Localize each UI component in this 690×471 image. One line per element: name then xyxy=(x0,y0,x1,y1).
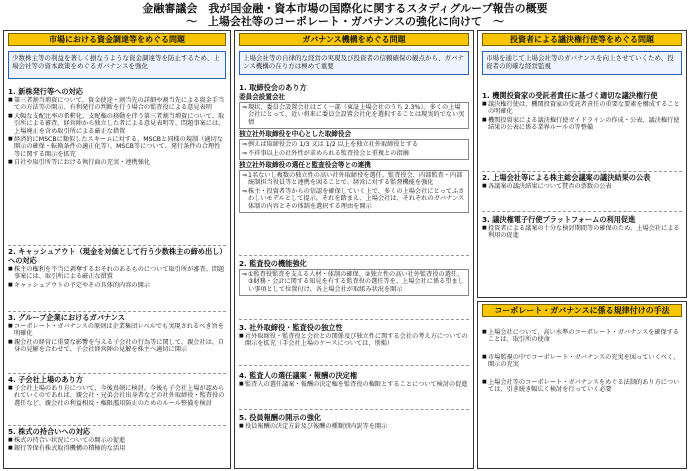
middle-intro: 上場会社等の自律的な経営の実現及び投資者の信頼確保の観点から、ガバナンス機構の在り方は極めて重要 xyxy=(239,51,469,75)
section-title: 3. 社外取締役・監査役の独立性 xyxy=(239,323,343,332)
left-column xyxy=(3,30,231,469)
note: ⇒ ①監査役監査を支える人材・体制の確保、②独立性の高い社外監査役の選任、③財務・会計に関する知見を有する監査役の選任等を、上場会社に係る望ましい事項として位置付け、各上場会社が取組み状況を開示 xyxy=(242,271,466,293)
section-title: 3. 議決権電子行使プラットフォームの利用促進 xyxy=(482,215,636,224)
bullet: ■ キャッシュアウトの予定やその具体的内容の開示 xyxy=(8,282,226,289)
bullet: ■ 第三者割当増資について、資金使途・割当先の詳細や割当先による資金手当ての方法等の開示、有利発行の判断を行う場合の監査役による意見表明 xyxy=(8,97,226,112)
page-subtitle: ～ 上場会社等のコーポレート・ガバナンスの強化に向けて ～ xyxy=(185,15,505,28)
section-title: 2. キャッシュアウト（現金を対価として行う少数株主の締め出し）への対応 xyxy=(8,247,223,265)
bullet: ■ 上場会社について、高い水準のコーポレート・ガバナンスを確保することは、取引所の使命 xyxy=(482,329,682,344)
middle-column-header: ガバナンス機構をめぐる問題 xyxy=(239,33,469,46)
divider xyxy=(239,365,469,366)
right-section-3 xyxy=(482,215,682,265)
note: ⇒ 1名ないし複数の独立性の高い社外取締役を選任。監査役会、内部監査・内部統制担当役員等と連携を図ることで、経営に対する監督機能を強化 xyxy=(242,172,466,187)
right-column xyxy=(477,30,687,298)
left-section-1 xyxy=(8,87,226,243)
middle-section-1 xyxy=(239,83,469,253)
middle-section-2 xyxy=(239,259,469,317)
bullet: ■ 自社や取引所等における執行面の充実・連携強化 xyxy=(8,159,226,166)
bullet: ■ 株式の持合い状況についての開示の促進 xyxy=(8,437,226,444)
left-section-2 xyxy=(8,247,226,309)
left-column-header: 市場における資金調達等をめぐる問題 xyxy=(8,33,226,46)
middle-section-3 xyxy=(239,323,469,361)
right-column-header: 投資者による議決権行使等をめぐる問題 xyxy=(482,33,682,46)
section-title: 1. 新株発行等への対応 xyxy=(8,87,83,96)
divider xyxy=(482,211,682,212)
right-section-1 xyxy=(482,91,682,169)
bullet: ■ 株主の権利を不当に剥奪するおそれのあるものについて取引所が審査。問題事案には、取引所による厳正な措置 xyxy=(8,266,226,281)
divider xyxy=(239,319,469,320)
section-title: 1. 機関投資家の受託者責任に基づく適切な議決権行使 xyxy=(482,91,658,100)
note: ⇒ 現状、委員会設置会社はごく一部（東証上場会社のうち 2.3%）。多くの上場会社にとって、近い将来に委員会設置会社化を選択することは現実的でない実情 xyxy=(242,104,466,126)
note: ⇒ 例えば取締役会の 1/3 又は 1/2 以上を独立社外取締役とする xyxy=(242,141,466,148)
divider xyxy=(8,373,226,374)
divider xyxy=(8,245,226,246)
bullet: ■ 監査人の選任議案・報酬の決定権を監査役の権限とすることについて検討の促進 xyxy=(239,381,469,388)
bullet: ■ 銀行等保有株式取得機構の積極的な活用 xyxy=(8,445,226,452)
left-section-3 xyxy=(8,313,226,371)
section-title: 2. 上場会社等による株主総会議案の議決結果の公表 xyxy=(482,173,651,182)
divider xyxy=(482,171,682,172)
section-title: 3. グループ企業におけるガバナンス xyxy=(8,313,125,322)
bullet: ■ 経済的にMSCBに類似したスキームに対する、MSCBと同様の規制（適切な開示の確保・転換条件の適正化等）、MSCB等について、発行条件の合理性等に関する開示を拡充 xyxy=(8,136,226,158)
section-title: 4. 監査人の選任議案・報酬の決定権 xyxy=(239,371,358,380)
middle-section-4 xyxy=(239,371,469,407)
section-title: 4. 子会社上場のあり方 xyxy=(8,375,83,384)
middle-section-5 xyxy=(239,413,469,445)
section-title: 2. 監査役の機能強化 xyxy=(239,259,307,268)
divider xyxy=(8,425,226,426)
note: ⇒ 株主・投資者等からの信認を確保していく上で、多くの上場会社にとってふさわしいモデルとして提示。それを踏まえ、上場会社は、それぞれのガバナンス体制の内容とその体制を選択する理由を開示 xyxy=(242,188,466,210)
left-section-4 xyxy=(8,375,226,423)
bullet: ■ 各議案の議決結果について賛否の票数の公表 xyxy=(482,183,682,190)
governance-methods-header: コーポレート・ガバナンスに係る規律付けの手法 xyxy=(482,304,682,317)
governance-methods-body xyxy=(482,328,682,466)
governance-methods-box xyxy=(477,301,687,469)
divider xyxy=(239,255,469,256)
section-title: 1. 取締役会のあり方 xyxy=(239,83,307,92)
right-section-2 xyxy=(482,173,682,209)
divider xyxy=(239,409,469,410)
bullet: ■ 機関投資家による議決権行使ガイドラインの作成・公表、議決権行使結果の公表に係る業界ルールの等整備 xyxy=(482,117,682,132)
left-intro: 少数株主等の利益を著しく損なうような資金調達等を防止するため、上場会社等の資本政策をめぐるガバナンスを強化 xyxy=(8,51,226,79)
middle-column xyxy=(234,30,474,469)
note: ⇒ 不祥事以上の社外性が求められる監査役会と重複との指摘 xyxy=(242,150,466,157)
section-title: 5. 役員報酬の開示の強化 xyxy=(239,413,322,422)
left-section-5 xyxy=(8,427,226,467)
bullet: ■ 親会社の経営に重要な影響を与える子会社の行為等に関して、親会社は、自身の見解を合わせて、子会社経営陣の見解を株主へ適切に開示 xyxy=(8,339,226,354)
bullet: ■ 子会社上場のあり方について、今後真剣に検討。今後も子会社上場が認められていくのであれば、親会社・兄弟会社出身者などの社外取締役・監査役の選任など、親会社の利益相反・権限濫用防止のためのルール整備を検討 xyxy=(8,385,226,407)
section-title: 5. 株式の持合いへの対応 xyxy=(8,427,91,436)
right-intro: 市場を通じて上場会社等のガバナンスを向上させていくため、投資者の的確な経営監視 xyxy=(482,51,682,75)
bullet: ■ 役員報酬の決定方針及び報酬の種類別内訳等を開示 xyxy=(239,423,469,430)
sub-title: 独立社外取締役を中心とした取締役会 xyxy=(239,130,352,139)
page-title: 金融審議会 我が国金融・資本市場の国際化に関するスタディグループ報告の概要 xyxy=(142,2,548,15)
bullet: ■ 社外取締役・監査役と会社との関係及び独立性に関する会社の考え方についての開示を拡充（手会社上場のケースについては、別掲） xyxy=(239,333,469,348)
bullet: ■ 議決権行使は、機関投資家の受託者責任の重要な要素を構成することの明確化 xyxy=(482,101,682,116)
sub-title: 独立社外取締役の選任と監査役会等との連携 xyxy=(239,161,371,170)
bullet: ■ 上場会社等のコーポレート・ガバナンスをめぐる法制的あり方については、引き続き幅広く検討を行っていく必要 xyxy=(482,379,682,394)
bullet: ■ 投資者による議案の十分な検討期間等の確保のため、上場会社による利用の促進 xyxy=(482,225,682,240)
sub-title: 委員会設置会社 xyxy=(239,93,286,101)
bullet: ■ コーポレート・ガバナンスの原則は企業集団レベルでも実現されるべき旨を明確化 xyxy=(8,323,226,338)
bullet: ■ 市場監視の中でコーポレート・ガバナンスの充実を図っていくべく、開示の充実 xyxy=(482,354,682,369)
bullet: ■ 大幅な支配比率の希釈化、支配権の移動を伴う第三者割当増資について、取引所による審査、経営陣から独立した者による意見表明等、問題事案には、上場廃止を含め取引所による厳正な措置 xyxy=(8,113,226,135)
divider xyxy=(8,311,226,312)
